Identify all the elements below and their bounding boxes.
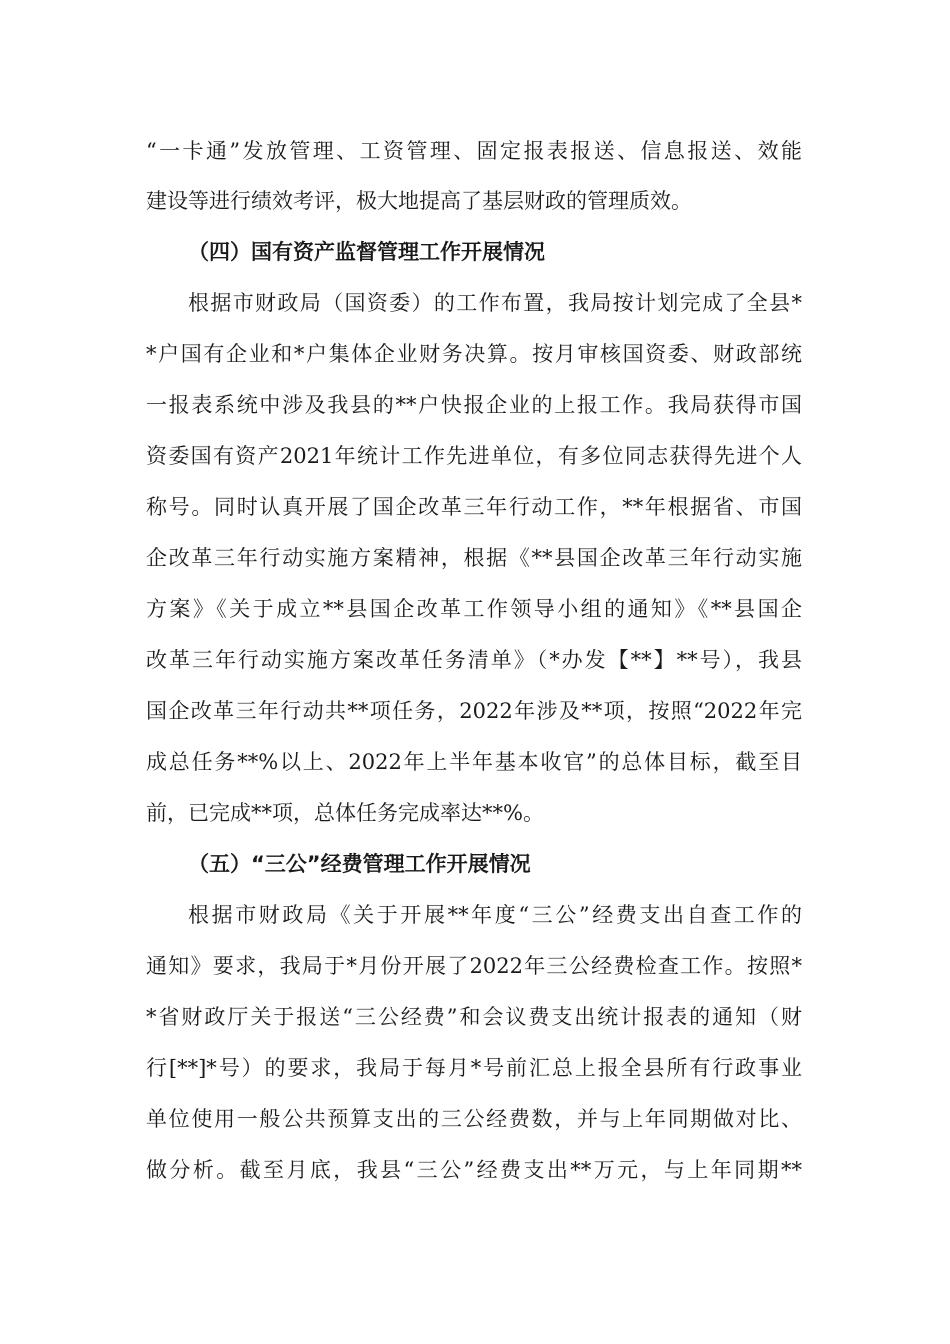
paragraph-line: 国企改革三年行动共**项任务，2022年涉及**项，按照“2022年完 [146, 699, 802, 723]
section-heading-4: （四）国有资产监督管理工作开展情况 [188, 240, 545, 264]
paragraph-line: 一报表系统中涉及我县的**户快报企业的上报工作。我局获得市国 [146, 393, 802, 417]
paragraph-line: 称号。同时认真开展了国企改革三年行动工作，**年根据省、市国 [146, 495, 802, 519]
paragraph-line: 建设等进行绩效考评，极大地提高了基层财政的管理质效。 [146, 189, 692, 213]
paragraph-line: 做分析。截至月底，我县“三公”经费支出**万元，与上年同期** [146, 1158, 802, 1182]
paragraph-line: 根据市财政局（国资委）的工作布置，我局按计划完成了全县* [188, 291, 802, 315]
paragraph-line: 方案》《关于成立**县国企改革工作领导小组的通知》《**县国企 [146, 597, 802, 621]
paragraph-line: 行[**]*号）的要求，我局于每月*号前汇总上报全县所有行政事业 [146, 1056, 802, 1080]
paragraph-line: 单位使用一般公共预算支出的三公经费数，并与上年同期做对比、 [146, 1107, 802, 1131]
paragraph-line: “一卡通”发放管理、工资管理、固定报表报送、信息报送、效能 [146, 139, 802, 163]
paragraph-line: 企改革三年行动实施方案精神，根据《**县国企改革三年行动实施 [146, 546, 802, 570]
paragraph-line: 资委国有资产2021年统计工作先进单位，有多位同志获得先进个人 [146, 444, 802, 468]
paragraph-line: 成总任务**%以上、2022年上半年基本收官”的总体目标，截至目 [146, 750, 802, 774]
paragraph-line: 通知》要求，我局于*月份开展了2022年三公经费检查工作。按照* [146, 954, 802, 978]
paragraph-line: *省财政厅关于报送“三公经费”和会议费支出统计报表的通知（财 [146, 1005, 802, 1029]
paragraph-line: 根据市财政局《关于开展**年度“三公”经费支出自查工作的 [188, 903, 802, 927]
paragraph-line: 改革三年行动实施方案改革任务清单》（*办发【**】**号），我县 [146, 648, 802, 672]
paragraph-line: *户国有企业和*户集体企业财务决算。按月审核国资委、财政部统 [146, 342, 802, 366]
paragraph-line: 前，已完成**项，总体任务完成率达**%。 [146, 801, 544, 825]
section-heading-5: （五）“三公”经费管理工作开展情况 [188, 852, 531, 876]
